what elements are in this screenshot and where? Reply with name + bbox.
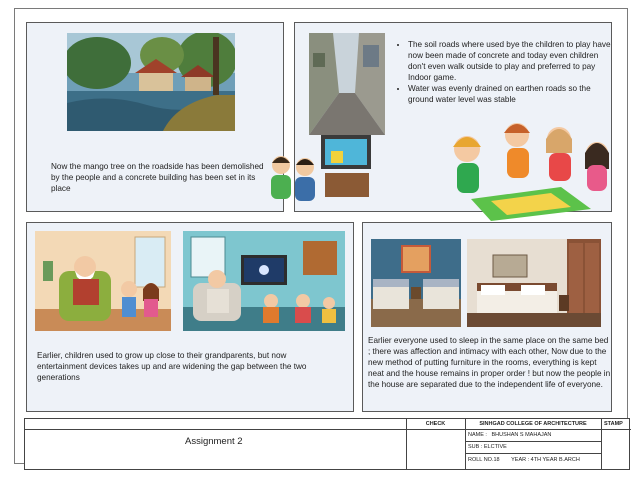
bullet-item: • Water was evenly drained on earthen roads so the ground water level was stable [408,83,614,105]
panel-soil-roads [294,22,612,212]
divider [25,429,406,430]
name-label: NAME : [468,432,487,438]
title-block-left [25,419,407,469]
landscape-painting-image [67,33,235,131]
bullet-item: • The soil roads where used bye the children to play have now been made of concrete and today even children don't even walk outside to play and preferred to pay Indoor game. [408,39,614,83]
college-name: SINHGAD COLLEGE OF ARCHITECTURE [465,419,601,430]
twin-beds-room-photo [371,239,461,327]
name-value: BHUSHAN S MAHAJAN [491,432,552,438]
check-column [406,419,466,469]
mango-tree-caption: Now the mango tree on the roadside has been demolished by the people and a concrete building has been set in its place [51,162,264,193]
grandparents-caption: Earlier, children used to grow up close to their grandparents, but now entertainment devices takes up and are widening the gap between the two generations [37,351,307,382]
stamp-label: STAMP [601,419,631,430]
master-bedroom-photo [467,239,601,327]
panel-bedrooms [362,222,612,412]
divider [465,453,601,454]
kids-watching-tv-illustration [265,131,373,215]
bedrooms-caption: Earlier everyone used to sleep in the same place on the same bed ; there was affection and intimacy with each other, Now due to the new method of putting furniture in the rooms, everything is kept neat and the house remains in proper order ! but now the people in the house are separated due to the independent life of everyone. [368,336,611,389]
kids-board-game-illustration [431,113,615,223]
year-field: YEAR : 4TH YEAR B.ARCH [511,457,580,463]
divider [465,441,601,442]
title-block [24,418,630,470]
village-lane-photo [309,33,385,135]
check-label: CHECK [406,419,465,430]
panel-mango-tree [26,22,284,212]
roll-field [468,457,580,463]
soil-roads-bullets [396,39,614,105]
college-column [465,419,602,469]
stamp-column [601,419,631,469]
subject-field: SUB : ELCTIVE [468,444,507,450]
assignment-title: Assignment 2 [185,436,243,447]
roll-number: ROLL NO.18 [468,457,500,463]
grandpa-with-kids-illustration [35,231,171,331]
grandpa-kids-screens-illustration [183,231,345,331]
name-field [468,432,551,438]
panel-grandparents [26,222,354,412]
